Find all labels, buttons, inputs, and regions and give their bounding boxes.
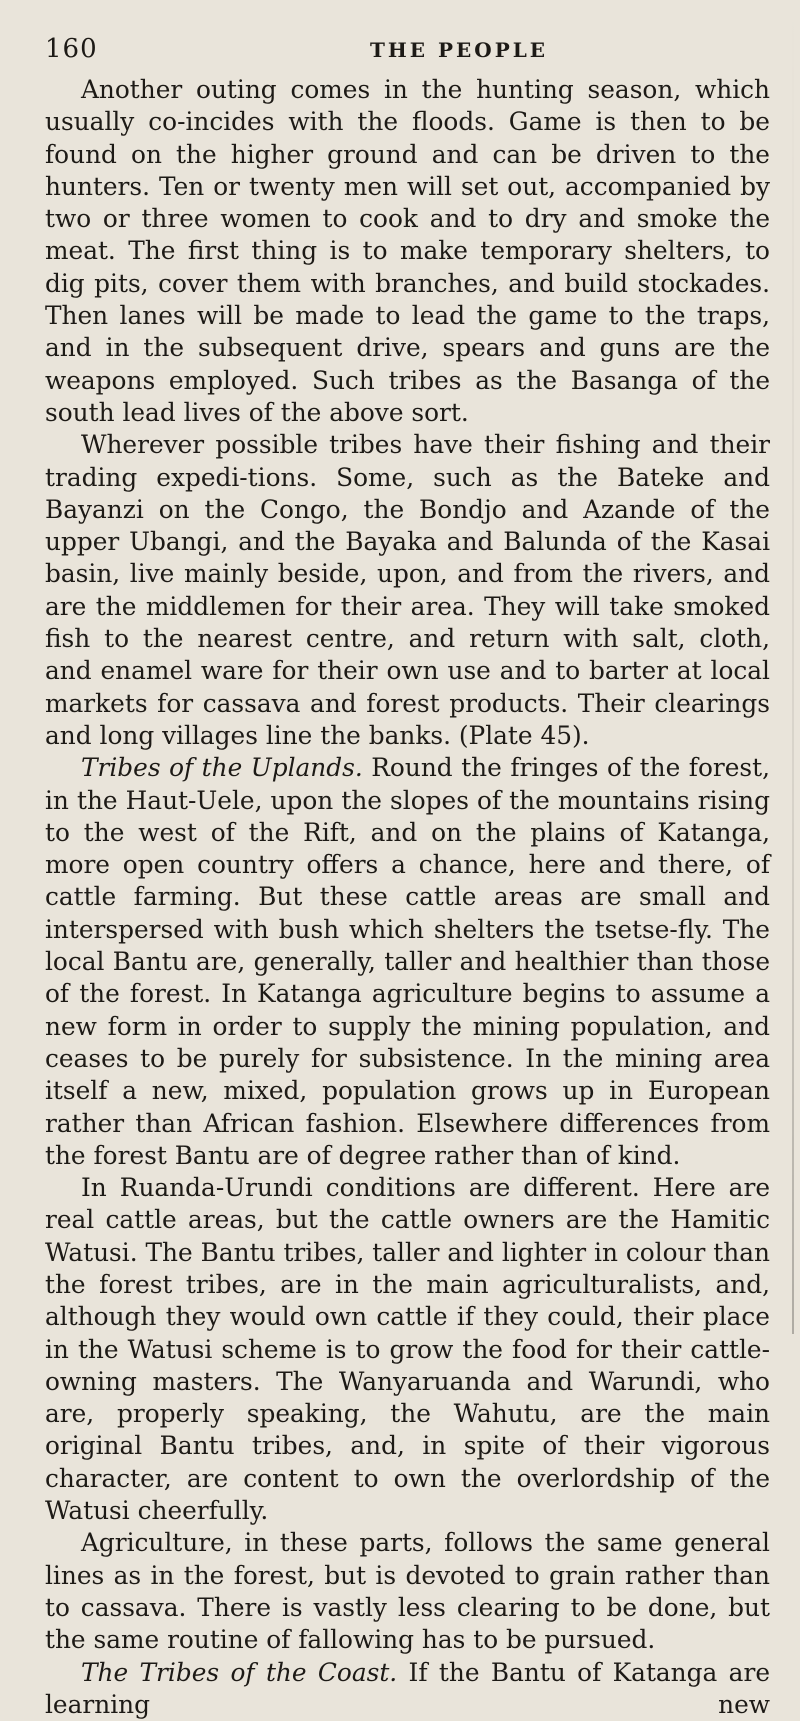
page-number: 160 (45, 34, 98, 64)
paragraph-text: Wherever possible tribes have their fishing and their trading expedi-tions. Some, such as the Bateke and Bayanzi on the Congo, the Bondjo and Azande of the upper Ubangi, and the Bayaka and Balunda of the Kasai basin, live mainly beside, upon, and from the rivers, and are the middlemen for their area. They will take smoked fish to the nearest centre, and return with salt, cloth, and enamel ware for their own use and to barter at local markets for cassava and forest products. Their clearings and long villages line the banks. (Plate 45). (45, 430, 770, 750)
paragraph-ruanda-urundi (45, 1172, 770, 1527)
body-text (45, 74, 770, 1721)
paragraph-hunting (45, 74, 770, 429)
paragraph-text: In Ruanda-Urundi conditions are different. Here are real cattle areas, but the cattle owners are the Hamitic Watusi. The Bantu tribes, taller and lighter in colour than the forest tribes, are in the main agriculturalists, and, although they would own cattle if they could, their place in the Watusi scheme is to grow the food for their cattle-owning masters. The Wanyaruanda and Warundi, who are, properly speaking, the Wahutu, are the main original Bantu tribes, and, in spite of their vigorous character, are content to own the overlordship of the Watusi cheerfully. (45, 1173, 770, 1526)
running-head (45, 34, 770, 74)
paragraph-text: Another outing comes in the hunting season, which usually co-incides with the floods. Game is then to be found on the higher ground and can be driven to the hunters. Ten or twenty men will set out, accompanied by two or three women to cook and to dry and smoke the meat. The first thing is to make temporary shelters, to dig pits, cover them with branches, and build stockades. Then lanes will be made to lead the game to the traps, and in the subsequent drive, spears and guns are the weapons employed. Such tribes as the Basanga of the south lead lives of the above sort. (45, 75, 770, 427)
scan-edge-shadow (792, 0, 794, 1334)
paragraph-text: Round the fringes of the forest, in the Haut-Uele, upon the slopes of the mountains rising to the west of the Rift, and on the plains of Katanga, more open country offers a chance, here and there, of cattle farming. But these cattle areas are small and interspersed with bush which shelters the tsetse-fly. The local Bantu are, generally, taller and healthier than those of the forest. In Katanga agriculture begins to assume a new form in order to supply the mining population, and ceases to be purely for subsistence. In the mining area itself a new, mixed, population grows up in European rather than African fashion. Elsewhere differences from the forest Bantu are of degree rather than of kind. (45, 753, 770, 1170)
section-heading-coast: The Tribes of the Coast. (80, 1657, 398, 1687)
paragraph-text: If the Bantu of Katanga are learning new (45, 1657, 770, 1719)
section-heading-uplands: Tribes of the Uplands. (80, 753, 363, 783)
paragraph-coast (45, 1657, 770, 1721)
paragraph-fishing-trading (45, 429, 770, 752)
paragraph-uplands (45, 752, 770, 1172)
paragraph-agriculture (45, 1527, 770, 1656)
running-title: THE PEOPLE (370, 38, 549, 62)
paragraph-text: Agriculture, in these parts, follows the same general lines as in the forest, but is devoted to grain rather than to cassava. There is vastly less clearing to be done, but the same routine of fallowing has to be pursued. (45, 1528, 770, 1655)
